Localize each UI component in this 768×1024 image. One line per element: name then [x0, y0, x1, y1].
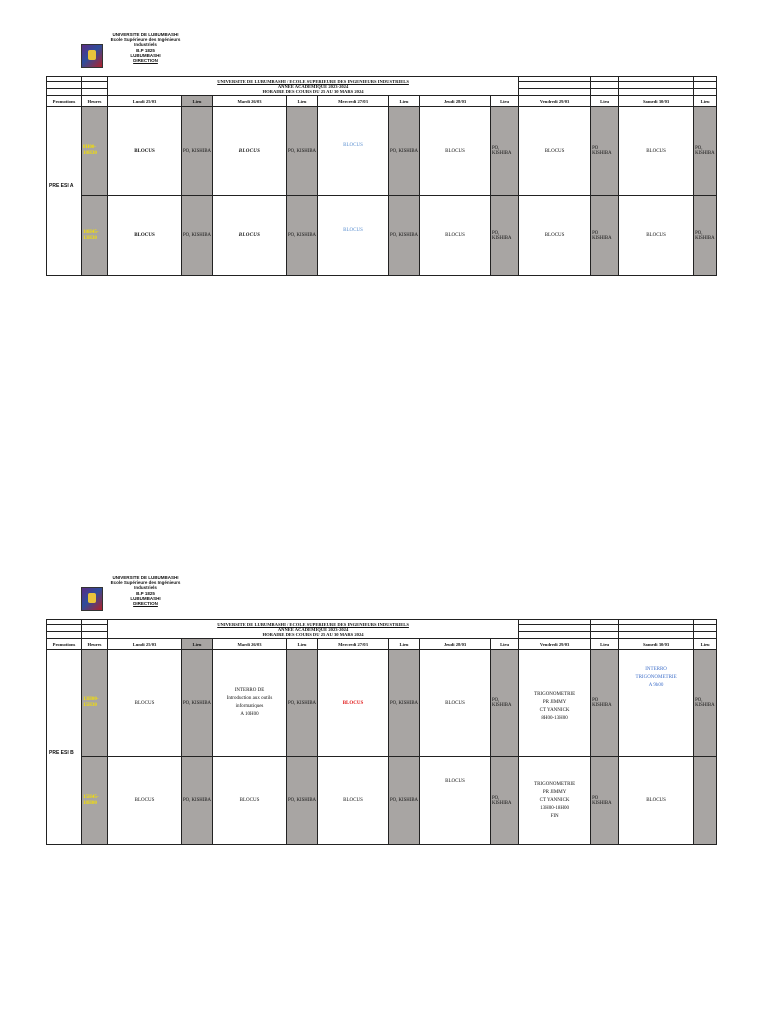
- cell-jeudi: BLOCUS: [420, 650, 491, 757]
- cell-mercredi: BLOCUS: [318, 757, 389, 845]
- cell-lieu: PO, KISHIBA: [287, 107, 318, 196]
- col-lundi: Lundi 25/03: [108, 639, 182, 650]
- hour-slot: 13H00-15H30: [82, 650, 108, 757]
- cell-vendredi: TRIGONOMETRIE PR JIMMY CT YANNICK 8H00-13H00: [519, 650, 591, 757]
- table-row: [47, 650, 717, 757]
- cell-lieu: PO, KISHIBA: [694, 196, 717, 276]
- cell-mercredi: BLOCUS: [318, 107, 389, 196]
- table-row: [47, 107, 717, 196]
- university-logo-icon: [81, 44, 103, 68]
- cell-lieu: PO, KISHIBA: [287, 196, 318, 276]
- timetable-block-pre-esi-a: [46, 32, 716, 241]
- cell-mercredi: BLOCUS: [318, 650, 389, 757]
- cell-lieu: PO, KISHIBA: [694, 650, 717, 757]
- promotion-label: PRE ESI B: [47, 650, 82, 845]
- cell-lieu: PO, KISHIBA: [491, 196, 519, 276]
- col-lieu: Lieu: [591, 96, 619, 107]
- schedule-table: [46, 619, 717, 845]
- cell-mardi: BLOCUS: [213, 757, 287, 845]
- university-name: UNIVERSITE DE LUBUMBASHI: [112, 32, 179, 37]
- cell-lundi: BLOCUS: [108, 757, 182, 845]
- cell-lieu: PO, KISHIBA: [182, 196, 213, 276]
- hour-slot: 8H00-10H30: [82, 107, 108, 196]
- cell-jeudi: BLOCUS: [420, 196, 491, 276]
- col-lieu: Lieu: [694, 639, 717, 650]
- cell-lieu: PO, KISHIBA: [182, 650, 213, 757]
- table-row: [47, 757, 717, 845]
- column-header-row: [47, 96, 717, 107]
- col-promotions: Promotions: [47, 96, 82, 107]
- cell-lieu: PO KISHIBA: [591, 757, 619, 845]
- title-line-1: UNIVERSITE DE LUBUMBASHI / ECOLE SUPERIEURE DES INGENIEURS INDUSTRIELS: [217, 78, 409, 84]
- col-mercredi: Mercredi 27/03: [318, 639, 389, 650]
- city: LUBUMBASHI: [130, 595, 161, 601]
- school-name: Ecole Supérieure des Ingénieurs: [110, 580, 181, 586]
- table-row: [47, 196, 717, 276]
- col-mardi: Mardi 26/03: [213, 639, 287, 650]
- cell-samedi: BLOCUS: [619, 757, 694, 845]
- col-lieu: Lieu: [287, 96, 318, 107]
- document-header: [46, 32, 716, 76]
- university-address: [108, 32, 183, 63]
- cell-jeudi: BLOCUS: [420, 107, 491, 196]
- title-line-3: HORAIRE DES COURS DU 25 AU 30 MARS 2024: [262, 631, 364, 637]
- university-name: UNIVERSITE DE LUBUMBASHI: [112, 575, 179, 580]
- cell-lieu: PO, KISHIBA: [389, 196, 420, 276]
- cell-mardi: INTERRO DE Introduction aux outils informatiques A 10H00: [213, 650, 287, 757]
- timetable-block-pre-esi-b: [46, 575, 716, 819]
- cell-mardi: BLOCUS: [213, 107, 287, 196]
- cell-mercredi: BLOCUS: [318, 196, 389, 276]
- table-title: [108, 620, 519, 639]
- university-logo-icon: [81, 587, 103, 611]
- col-heures: Heures: [82, 96, 108, 107]
- cell-lieu: PO, KISHIBA: [491, 107, 519, 196]
- col-lieu: Lieu: [182, 639, 213, 650]
- cell-vendredi: TRIGONOMETRIE PR JIMMY CT YANNICK 13H00-18H00 FIN: [519, 757, 591, 845]
- promotion-label: PRE ESI A: [47, 107, 82, 276]
- col-lieu: Lieu: [591, 639, 619, 650]
- title-line-2: ANNEE ACADEMIQUE 2023-2024: [277, 83, 349, 89]
- cell-lieu: PO KISHIBA: [591, 650, 619, 757]
- cell-lundi: BLOCUS: [108, 196, 182, 276]
- cell-lieu: PO, KISHIBA: [491, 650, 519, 757]
- title-line-3: HORAIRE DES COURS DU 25 AU 30 MARS 2024: [262, 88, 364, 94]
- cell-samedi: BLOCUS: [619, 107, 694, 196]
- cell-vendredi: BLOCUS: [519, 196, 591, 276]
- col-vendredi: Vendredi 29/03: [519, 639, 591, 650]
- postal-box: B.P 1825: [136, 590, 155, 596]
- cell-lieu: PO, KISHIBA: [182, 757, 213, 845]
- cell-lieu: PO, KISHIBA: [287, 650, 318, 757]
- col-jeudi: Jeudi 28/03: [420, 639, 491, 650]
- cell-lieu: PO, KISHIBA: [389, 107, 420, 196]
- title-line-1: UNIVERSITE DE LUBUMBASHI / ECOLE SUPERIEURE DES INGENIEURS INDUSTRIELS: [217, 621, 409, 627]
- cell-mardi: BLOCUS: [213, 196, 287, 276]
- cell-lieu: PO, KISHIBA: [491, 757, 519, 845]
- cell-samedi: INTERRO TRIGONOMETRIE A 9h00: [619, 650, 694, 757]
- cell-jeudi: BLOCUS: [420, 757, 491, 845]
- city: LUBUMBASHI: [130, 52, 161, 58]
- cell-lieu: PO KISHIBA: [591, 107, 619, 196]
- postal-box: B.P 1825: [136, 47, 155, 53]
- cell-lieu: PO, KISHIBA: [389, 650, 420, 757]
- col-jeudi: Jeudi 28/03: [420, 96, 491, 107]
- cell-lundi: BLOCUS: [108, 650, 182, 757]
- col-samedi: Samedi 30/03: [619, 96, 694, 107]
- col-samedi: Samedi 30/03: [619, 639, 694, 650]
- col-lieu: Lieu: [389, 639, 420, 650]
- cell-lieu: PO, KISHIBA: [694, 107, 717, 196]
- cell-lundi: BLOCUS: [108, 107, 182, 196]
- hour-slot: 10H45-13H30: [82, 196, 108, 276]
- col-lundi: Lundi 25/03: [108, 96, 182, 107]
- cell-lieu: [694, 757, 717, 845]
- cell-vendredi: BLOCUS: [519, 107, 591, 196]
- cell-lieu: PO, KISHIBA: [389, 757, 420, 845]
- cell-lieu: PO, KISHIBA: [287, 757, 318, 845]
- col-lieu: Lieu: [389, 96, 420, 107]
- cell-samedi: BLOCUS: [619, 196, 694, 276]
- col-mercredi: Mercredi 27/03: [318, 96, 389, 107]
- col-vendredi: Vendredi 29/03: [519, 96, 591, 107]
- col-lieu: Lieu: [694, 96, 717, 107]
- hour-slot: 15H45-18H00: [82, 757, 108, 845]
- col-mardi: Mardi 26/03: [213, 96, 287, 107]
- col-lieu: Lieu: [491, 639, 519, 650]
- title-line-2: ANNEE ACADEMIQUE 2023-2024: [277, 626, 349, 632]
- table-title: [108, 77, 519, 96]
- col-heures: Heures: [82, 639, 108, 650]
- col-lieu: Lieu: [287, 639, 318, 650]
- school-name-2: Industriels: [134, 585, 157, 591]
- school-name: Ecole Supérieure des Ingénieurs: [110, 37, 181, 43]
- col-lieu: Lieu: [182, 96, 213, 107]
- document-header: [46, 575, 716, 619]
- schedule-table: [46, 76, 717, 276]
- col-lieu: Lieu: [491, 96, 519, 107]
- direction: DIRECTION: [133, 601, 158, 607]
- col-promotions: Promotions: [47, 639, 82, 650]
- direction: DIRECTION: [133, 58, 158, 64]
- university-address: [108, 575, 183, 606]
- school-name-2: Industriels: [134, 42, 157, 48]
- cell-lieu: PO, KISHIBA: [182, 107, 213, 196]
- column-header-row: [47, 639, 717, 650]
- cell-lieu: PO KISHIBA: [591, 196, 619, 276]
